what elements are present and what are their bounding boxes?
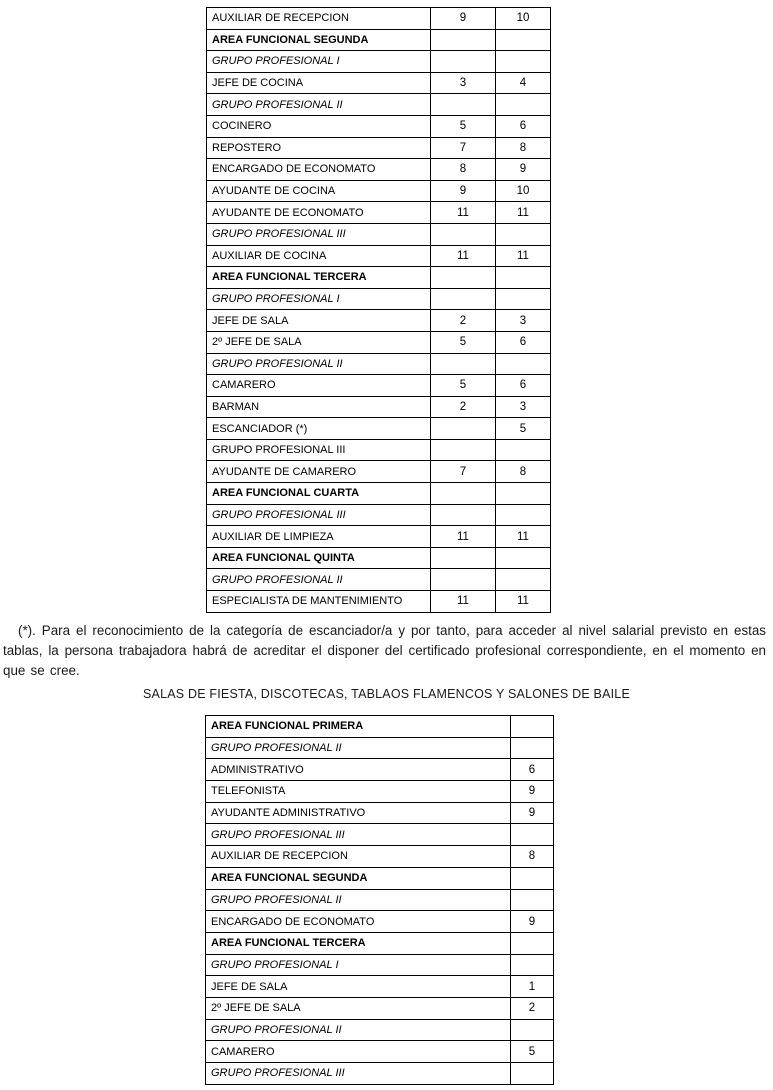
level-cell: 9 [431,180,496,202]
salary-levels-table-main [206,7,551,613]
level-cell: 11 [431,245,496,267]
level-cell: 8 [431,159,496,181]
category-cell: AYUDANTE DE CAMARERO [207,461,431,483]
table-row [206,781,554,803]
level-cell [431,29,496,51]
level-cell [496,569,551,591]
category-cell: AREA FUNCIONAL PRIMERA [206,716,511,738]
level-cell: 5 [431,331,496,353]
level-cell: 5 [496,418,551,440]
category-cell: 2º JEFE DE SALA [206,997,511,1019]
level-cell [496,51,551,73]
level-cell [431,483,496,505]
category-cell: JEFE DE SALA [206,976,511,998]
category-cell: 2º JEFE DE SALA [207,331,431,353]
level-cell: 11 [496,202,551,224]
level-cell [496,353,551,375]
footnote-paragraph: (*). Para el reconocimiento de la categoría de escanciador/a y por tanto, para acceder al nivel salarial previsto en estas tablas, la persona trabajadora habrá de acreditar el disponer del certificado profesional correspondiente, en el momento en que se cree. [3,623,766,678]
level-cell: 11 [496,591,551,613]
table-row [207,115,551,137]
level-cell [511,954,554,976]
category-cell: AYUDANTE ADMINISTRATIVO [206,802,511,824]
level-cell [431,504,496,526]
category-cell: ENCARGADO DE ECONOMATO [207,159,431,181]
level-cell [511,716,554,738]
table-row [207,310,551,332]
category-cell: AREA FUNCIONAL TERCERA [207,267,431,289]
level-cell [496,439,551,461]
level-cell [431,288,496,310]
level-cell [431,223,496,245]
level-cell: 11 [496,245,551,267]
category-cell: GRUPO PROFESIONAL III [206,824,511,846]
level-cell: 6 [511,759,554,781]
category-cell: AREA FUNCIONAL TERCERA [206,932,511,954]
category-cell: CAMARERO [207,375,431,397]
level-cell [431,94,496,116]
category-cell: AUXILIAR DE RECEPCION [207,8,431,30]
level-cell [511,932,554,954]
category-cell: AREA FUNCIONAL CUARTA [207,483,431,505]
level-cell: 10 [496,8,551,30]
category-cell: ADMINISTRATIVO [206,759,511,781]
category-cell: AYUDANTE DE COCINA [207,180,431,202]
category-cell: GRUPO PROFESIONAL III [207,504,431,526]
level-cell: 5 [511,1041,554,1063]
level-cell [431,267,496,289]
table-row [207,29,551,51]
level-cell: 6 [496,115,551,137]
category-cell: JEFE DE COCINA [207,72,431,94]
salary-levels-table-main-body [207,8,551,613]
category-cell: AUXILIAR DE RECEPCION [206,846,511,868]
table-row [206,716,554,738]
level-cell [431,569,496,591]
table-row [207,483,551,505]
table-row [207,137,551,159]
table-row [207,353,551,375]
category-cell: GRUPO PROFESIONAL II [207,94,431,116]
table-row [207,72,551,94]
category-cell: AREA FUNCIONAL QUINTA [207,547,431,569]
category-cell: BARMAN [207,396,431,418]
level-cell: 6 [496,331,551,353]
level-cell: 10 [496,180,551,202]
level-cell [496,94,551,116]
level-cell [431,418,496,440]
table-row [206,824,554,846]
level-cell [431,547,496,569]
table-row [206,889,554,911]
level-cell [511,824,554,846]
category-cell: GRUPO PROFESIONAL I [207,51,431,73]
table-row [207,94,551,116]
category-cell: AUXILIAR DE COCINA [207,245,431,267]
level-cell [511,737,554,759]
table-row [206,1063,554,1085]
level-cell: 11 [431,526,496,548]
table-row [207,288,551,310]
table-row [207,547,551,569]
level-cell [511,1019,554,1041]
level-cell [496,29,551,51]
level-cell: 9 [511,911,554,933]
level-cell [496,483,551,505]
table-row [207,569,551,591]
level-cell: 3 [431,72,496,94]
table-row [207,526,551,548]
level-cell [496,267,551,289]
category-cell: ENCARGADO DE ECONOMATO [206,911,511,933]
level-cell: 6 [496,375,551,397]
table-row [206,802,554,824]
table-row [206,954,554,976]
level-cell: 3 [496,310,551,332]
category-cell: AYUDANTE DE ECONOMATO [207,202,431,224]
table-row [207,331,551,353]
level-cell: 1 [511,976,554,998]
category-cell: TELEFONISTA [206,781,511,803]
category-cell: GRUPO PROFESIONAL I [206,954,511,976]
category-cell: REPOSTERO [207,137,431,159]
level-cell [511,867,554,889]
level-cell: 9 [496,159,551,181]
table-row [207,51,551,73]
level-cell [496,504,551,526]
category-cell: ESPECIALISTA DE MANTENIMIENTO [207,591,431,613]
category-cell: CAMARERO [206,1041,511,1063]
table-row [206,867,554,889]
table-row [207,396,551,418]
level-cell: 2 [511,997,554,1019]
table-row [206,997,554,1019]
category-cell: GRUPO PROFESIONAL II [206,889,511,911]
level-cell: 11 [496,526,551,548]
level-cell [431,51,496,73]
level-cell: 8 [511,846,554,868]
table-row [207,8,551,30]
table-row [206,932,554,954]
table-row [206,846,554,868]
level-cell: 8 [496,461,551,483]
level-cell: 2 [431,310,496,332]
category-cell: ESCANCIADOR (*) [207,418,431,440]
salary-levels-table-salas [205,715,554,1085]
level-cell [496,288,551,310]
table-row [206,737,554,759]
table-row [206,1041,554,1063]
level-cell: 9 [431,8,496,30]
category-cell: AUXILIAR DE LIMPIEZA [207,526,431,548]
table-row [207,591,551,613]
level-cell [496,547,551,569]
table-row [207,223,551,245]
category-cell: GRUPO PROFESIONAL I [207,288,431,310]
level-cell [511,889,554,911]
table-row [207,461,551,483]
table-row [207,202,551,224]
category-cell: GRUPO PROFESIONAL II [207,353,431,375]
table-row [207,245,551,267]
table-row [206,1019,554,1041]
level-cell: 5 [431,115,496,137]
level-cell: 5 [431,375,496,397]
level-cell: 4 [496,72,551,94]
table-row [207,418,551,440]
level-cell [431,439,496,461]
level-cell: 11 [431,591,496,613]
table-row [207,267,551,289]
table-row [207,180,551,202]
level-cell [431,353,496,375]
category-cell: AREA FUNCIONAL SEGUNDA [206,867,511,889]
level-cell: 9 [511,781,554,803]
level-cell [496,223,551,245]
category-cell: AREA FUNCIONAL SEGUNDA [207,29,431,51]
level-cell: 9 [511,802,554,824]
section-heading: SALAS DE FIESTA, DISCOTECAS, TABLAOS FLAMENCOS Y SALONES DE BAILE [143,687,630,701]
category-cell: COCINERO [207,115,431,137]
level-cell: 11 [431,202,496,224]
table-row [207,159,551,181]
table-row [207,439,551,461]
level-cell: 8 [496,137,551,159]
table-row [206,759,554,781]
level-cell [511,1063,554,1085]
table-row [206,911,554,933]
level-cell: 2 [431,396,496,418]
salary-levels-table-salas-body [206,716,554,1085]
category-cell: GRUPO PROFESIONAL II [207,569,431,591]
table-row [207,375,551,397]
category-cell: JEFE DE SALA [207,310,431,332]
level-cell: 7 [431,461,496,483]
category-cell: GRUPO PROFESIONAL III [206,1063,511,1085]
level-cell: 3 [496,396,551,418]
category-cell: GRUPO PROFESIONAL III [207,223,431,245]
level-cell: 7 [431,137,496,159]
category-cell: GRUPO PROFESIONAL II [206,737,511,759]
category-cell: GRUPO PROFESIONAL III [207,439,431,461]
category-cell: GRUPO PROFESIONAL II [206,1019,511,1041]
table-row [207,504,551,526]
table-row [206,976,554,998]
